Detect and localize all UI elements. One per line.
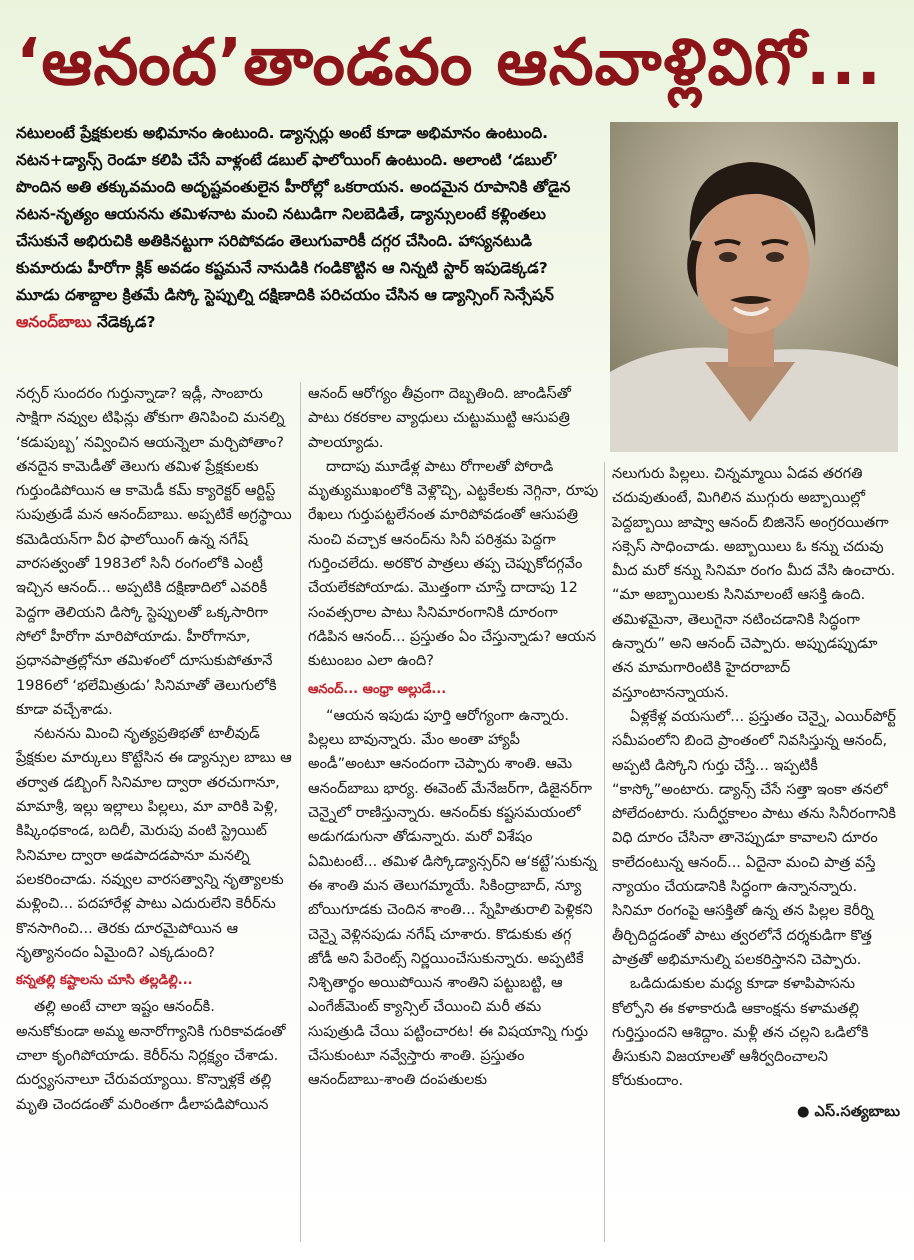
paragraph: నటనను మించి నృత్యప్రతిభతో టాలీవుడ్ ప్రేక్షకుల మార్కులు కొట్టేసిన ఈ డ్యాన్సుల బాబు ఆ తర్వాత డబ్బింగ్ సినిమాల ద్వారా తరచుగానూ, మామాశ్రీ, ఇల్లు ఇల్లాలు పిల్లలు, మా వారికి పెళ్లి, కిష్కింధకాండ, బదిలీ, మెరుపు వంటి స్ట్రెయిట్ సినిమాల ద్వారా అడపాదడపానూ మనల్ని పలకరించాడు. నవ్వుల వారసత్వాన్ని నృత్యాలకు మళ్లించి... పదహారేళ్ల పాటు ఎదురులేని కెరీర్‌ను కొనసాగించి... తెరకు దూరమైపోయిన ఆ నృత్యానందం ఏమైంది? ఎక్కడుంది? — [16, 726, 292, 961]
intro-highlight-name: ఆనంద్‌బాబు — [16, 313, 92, 331]
actor-photo — [610, 122, 898, 452]
article-column-2 — [308, 382, 600, 1093]
paragraph: “ఆయన ఇపుడు పూర్తి ఆరోగ్యంగా ఉన్నారు. పిల్లలు బావున్నారు. మేం అంతా హ్యాపీ అండీ”అంటూ ఆనందంగా చెప్పారు శాంతి. ఆమె ఆనంద్‌బాబు భార్య. ఈవెంట్ మేనేజర్‌గా, డిజైనర్‌గా చెన్నైలో రాణిస్తున్నారు. ఆనంద్‌కు కష్టసమయంలో అడుగడుగునా తోడున్నారు. మరో విశేషం ఏమిటంటే... తమిళ డిస్కోడ్యాన్సర్‌ని ఆ‘కట్టే’సుకున్న ఈ శాంతి మన తెలుగమ్మాయే. సికింద్రాబాద్, న్యూ బోయిగూడకు చెందిన శాంతి... స్నేహితురాలి పెళ్లికని చెన్నై వెళ్లినపుడు నగేష్ చూశారు. కొడుకుకు తగ్గ జోడీ అని పేరెంట్స్ నిర్ణయించేసుకున్నారు. అప్పటికే నిశ్చితార్థం అయిపోయిన శాంతిని పట్టుబట్టి, ఆ ఎంగేజ్‌మెంట్ క్యాన్సిల్ చేయించి మరీ తమ సుపుత్రుడి చేయి పట్టించారట! ఈ విషయాన్ని గుర్తు చేసుకుంటూ నవ్వేస్తారు శాంతి. ప్రస్తుతం ఆనంద్‌బాబు-శాంతి దంపతులకు — [308, 707, 597, 1089]
paragraph: తల్లి అంటే చాలా ఇష్టం ఆనంద్‌కి. అనుకోకుండా అమ్మ అనారోగ్యానికి గురికావడంతో చాలా కృంగిపోయాడు. కెరీర్‌ను నిర్లక్ష్యం చేశాడు. దుర్వ్యసనాలూ చేరువయ్యాయి. కొన్నాళ్లకే తల్లి మృతి చెందడంతో మరింతగా డీలాపడిపోయిన — [16, 999, 286, 1113]
subheading: ఆనంద్... ఆంధ్రా అల్లుడే... — [308, 681, 447, 697]
column-divider-1 — [300, 382, 301, 1242]
paragraph: నలుగురు పిల్లలు. చిన్నమ్మాయి ఏడవ తరగతి చదువుతుంటే, మిగిలిన ముగ్గురు అబ్బాయిల్లో పెద్దబ్బాయి జాష్వా ఆనంద్ బిజినెస్ అంగ్రరయితగా సక్సెస్ సాధించాడు. అబ్బాయిలు ఓ కన్ను చదువు మీద మరో కన్ను సినిమా రంగం మీద వేసి ఉంచారు. “మా అబ్బాయిలకు సినిమాలంటే ఆసక్తి ఉంది. తమిళమైనా, తెలుగైనా నటించడానికి సిద్ధంగా ఉన్నారు” అని ఆనంద్ చెప్పారు. అప్పుడప్పుడూ తన మామగారింటికి హైదరాబాద్ వస్తూంటానన్నాయన. — [612, 466, 896, 701]
intro-paragraph — [16, 120, 594, 336]
article-column-1 — [16, 382, 292, 1117]
intro-text: నటులంటే ప్రేక్షకులకు అభిమానం ఉంటుంది. డ్యాన్సర్లు అంటే కూడా అభిమానం ఉంటుంది. నటన+డ్యాన్స్ రెండూ కలిపి చేసే వాళ్లంటే డబుల్ ఫాలోయింగ్ ఉంటుంది. అలాంటి ‘డబుల్’ పొందిన అతి తక్కువమంది అదృష్టవంతులైన హీరోల్లో ఒకరాయన. అందమైన రూపానికి తోడైన నటన-నృత్యం ఆయనను తమిళనాట మంచి నటుడిగా నిలబెడితే, డ్యాన్సులంటే కళ్లింతలు చేసుకునే అభిరుచికి అతికినట్టుగా సరిపోవడం తెలుగువారికీ దగ్గర చేసింది. హాస్యనటుడి కుమారుడు హీరోగా క్లిక్ అవడం కష్టమనే నానుడికి గండికొట్టిన ఆ నిన్నటి స్టార్ ఇపుడెక్కడ? మూడు దశాబ్దాల క్రితమే డిస్కో స్టెప్పుల్ని దక్షిణాదికి పరిచయం చేసిన ఆ డ్యాన్సింగ్ సెన్సేషన్ — [16, 124, 571, 304]
headline: ‘ఆనంద’తాండవం ఆనవాళ్లివిగో... — [16, 26, 882, 100]
byline: ● ఎస్.సత్యబాబు — [796, 1103, 900, 1120]
subheading: కన్నతల్లి కష్టాలను చూసి తల్లడిల్లి... — [16, 973, 193, 989]
intro-text-end: నేడెక్కడ? — [91, 313, 156, 331]
paragraph: ఏళ్లకేళ్ల వయసులో... ప్రస్తుతం చెన్నై, ఎయిర్‌పోర్ట్ సమీపంలోని బిందె ప్రాంతంలో నివసిస్తున్న ఆనంద్, అప్పటి డిస్కోని గుర్తు చేస్తే... ఇప్పటికీ “కాస్కో”అంటారు. డ్యాన్స్ చేసే సత్తా ఇంకా తనలో పోలేదంటారు. సుదీర్ఘకాలం పాటు తను సినీరంగానికి విధి దూరం చేసినా తానెప్పుడూ కావాలని దూరం కాలేదంటున్న ఆనంద్... ఏదైనా మంచి పాత్ర వస్తే న్యాయం చేయడానికి సిద్ధంగా ఉన్నానన్నారు. సినిమా రంగంపై ఆసక్తితో ఉన్న తన పిల్లల కెరీర్ని తీర్చిదిద్దడంతో పాటు త్వరలోనే దర్శకుడిగా కొత్త పాత్రతో అభిమానుల్ని పలకరిస్తానని చెప్పారు. — [612, 708, 896, 968]
column-divider-2 — [604, 462, 605, 1242]
portrait-illustration — [610, 122, 898, 452]
paragraph: ఒడిదుడుకుల మధ్య కూడా కళాపిపాసను కోల్పోని ఈ కళాకారుడి ఆకాంక్షను కళామతల్లి గుర్తిస్తుందని ఆశిద్దాం. మళ్లీ తన చల్లని ఒడిలోకి తీసుకుని విజయాలతో ఆశీర్వదించాలని కోరుకుందాం. — [612, 976, 869, 1090]
paragraph: నర్సర్ సుందరం గుర్తున్నాడా? ఇడ్లీ, సాంబారు సాక్షిగా నవ్వుల టిఫిన్లు తోకుగా తినిపించి మనల్ని ‘కడుపుబ్బ’ నవ్వించిన ఆయన్నెలా మర్చిపోతాం? తనదైన కామెడీతో తెలుగు తమిళ ప్రేక్షకులకు గుర్తుండిపోయిన ఆ కామెడీ కమ్ క్యారెక్టర్ ఆర్టిస్ట్ సుపుత్రుడే మన ఆనంద్‌బాబు. అప్పటికే అగ్రస్థాయి కమెడియన్‌గా వీర ఫాలోయింగ్ ఉన్న నగేష్ వారసత్వంతో 1983లో సినీ రంగంలోకి ఎంట్రీ ఇచ్చిన ఆనంద్... అప్పటికి దక్షిణాదిలో ఎవరికీ పెద్దగా తెలియని డిస్కో స్టెప్పులతో ఒక్కసారిగా సోలో హీరోగా మారిపోయాడు. హీరోగానూ, ప్రధానపాత్రల్లోనూ తమిళంలో దూసుకుపోతూనే 1986లో ‘భలేమిత్రుడు’ సినిమాతో తెలుగులోకి కూడా వచ్చేశాడు. — [16, 386, 292, 718]
paragraph: దాదాపు మూడేళ్ల పాటు రోగాలతో పోరాడి మృత్యుముఖంలోకి వెళ్లొచ్చి, ఎట్టకేలకు నెగ్గినా, రూపు రేఖలు గుర్తుపట్టలేనంత మారిపోవడంతో ఆసుపత్రి నుంచి వచ్చాక ఆనంద్‌ను సినీ పరిశ్రమ పెద్దగా గుర్తించలేదు. అరకొర పాత్రలు తప్ప చెప్పుకోదగ్గవేం చేయలేకపోయాడు. మొత్తంగా చూస్తే దాదాపు 12 సంవత్సరాల పాటు సినిమారంగానికి దూరంగా గడిపిన ఆనంద్... ప్రస్తుతం ఏం చేస్తున్నాడు? ఆయన కుటుంబం ఎలా ఉంది? — [308, 458, 599, 670]
article-column-3 — [612, 462, 900, 1124]
paragraph: ఆనంద్ ఆరోగ్యం తీవ్రంగా దెబ్బతింది. జాండిస్‌తో పాటు రకరకాల వ్యాధులు చుట్టుముట్టి ఆసుపత్రి పాలయ్యాడు. — [308, 386, 571, 451]
